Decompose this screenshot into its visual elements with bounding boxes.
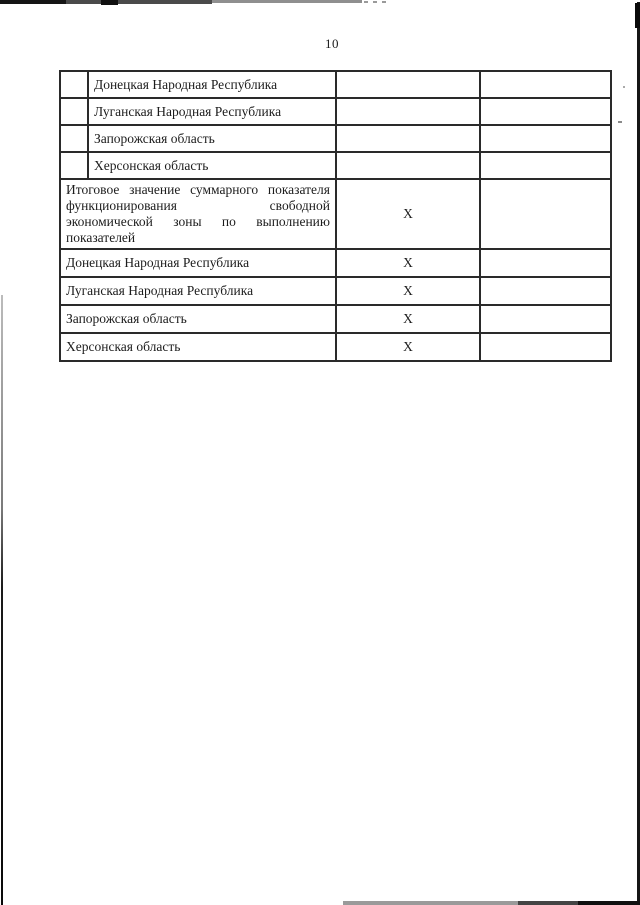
value-cell bbox=[480, 249, 611, 277]
scan-artifact-speck bbox=[623, 86, 625, 88]
table-row bbox=[60, 98, 611, 125]
scan-artifact-top-dots bbox=[364, 1, 388, 3]
region-label-cell: Донецкая Народная Республика bbox=[60, 249, 336, 277]
region-value-cell: X bbox=[336, 305, 480, 333]
region-value-cell: X bbox=[336, 249, 480, 277]
summary-value-cell: X bbox=[336, 179, 480, 249]
indent-cell bbox=[60, 125, 88, 152]
region-label-cell: Херсонская область bbox=[60, 333, 336, 361]
value-cell bbox=[336, 152, 480, 179]
region-value-cell: X bbox=[336, 333, 480, 361]
value-cell bbox=[480, 125, 611, 152]
region-label-cell: Луганская Народная Республика bbox=[60, 277, 336, 305]
table-row bbox=[60, 71, 611, 98]
value-cell bbox=[480, 71, 611, 98]
table-row bbox=[60, 333, 611, 361]
scan-artifact-speck bbox=[618, 121, 622, 123]
indent-cell bbox=[60, 98, 88, 125]
value-cell bbox=[336, 125, 480, 152]
scan-artifact-right-blob bbox=[635, 3, 640, 28]
value-cell bbox=[336, 71, 480, 98]
region-label-cell: Запорожская область bbox=[60, 305, 336, 333]
indent-cell bbox=[60, 152, 88, 179]
value-cell bbox=[480, 277, 611, 305]
scan-artifact-bottom-bar bbox=[343, 901, 640, 905]
value-cell bbox=[480, 333, 611, 361]
table-row bbox=[60, 125, 611, 152]
table-row bbox=[60, 277, 611, 305]
table-row bbox=[60, 305, 611, 333]
region-value-cell: X bbox=[336, 277, 480, 305]
region-label-cell: Запорожская область bbox=[88, 125, 336, 152]
value-cell bbox=[480, 305, 611, 333]
value-cell bbox=[480, 179, 611, 249]
table-row bbox=[60, 152, 611, 179]
value-cell bbox=[336, 98, 480, 125]
scan-artifact-left-edge bbox=[1, 295, 3, 905]
region-label-cell: Херсонская область bbox=[88, 152, 336, 179]
value-cell bbox=[480, 98, 611, 125]
region-label-cell: Донецкая Народная Республика bbox=[88, 71, 336, 98]
summary-row bbox=[60, 179, 611, 249]
page-number: 10 bbox=[325, 36, 339, 51]
indent-cell bbox=[60, 71, 88, 98]
free-economic-zone-indicator-table bbox=[59, 70, 612, 362]
value-cell bbox=[480, 152, 611, 179]
region-label-cell: Луганская Народная Республика bbox=[88, 98, 336, 125]
table-row bbox=[60, 249, 611, 277]
summary-label-cell: Итоговое значение суммарного показателя функционирования свободной экономической зоны по выполнению показателей bbox=[60, 179, 336, 249]
scan-artifact-top-bar-light bbox=[212, 0, 362, 3]
scan-artifact-top-blob bbox=[101, 0, 118, 5]
scan-artifact-top-bar bbox=[0, 0, 212, 4]
